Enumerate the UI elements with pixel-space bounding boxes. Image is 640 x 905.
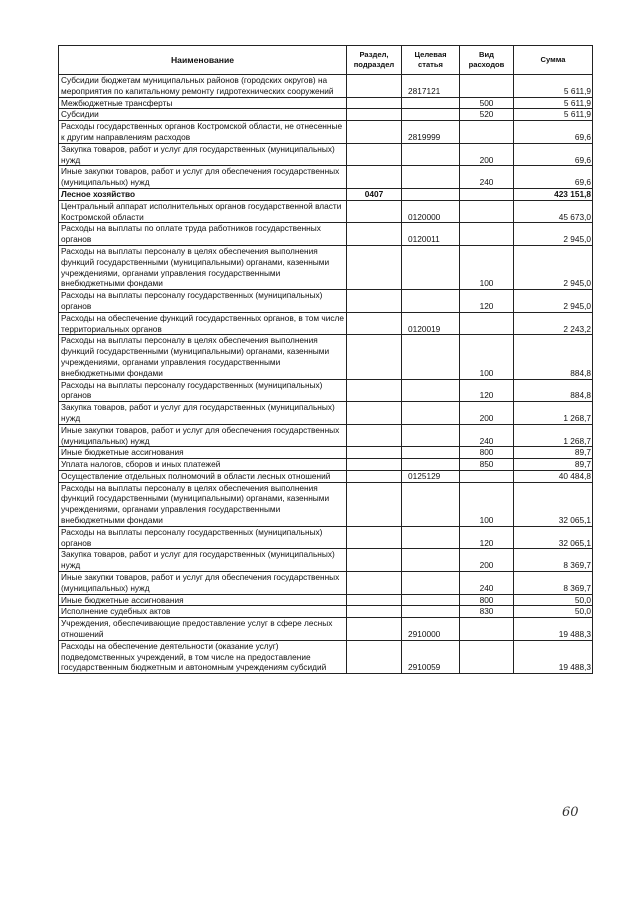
cell-sum: 5 611,9 [514, 109, 593, 121]
header-article: Целевая статья [402, 46, 460, 75]
cell-name: Закупка товаров, работ и услуг для государственных (муниципальных) нужд [59, 143, 347, 166]
table-row [59, 223, 593, 246]
cell-name: Центральный аппарат исполнительных органов государственной власти Костромской области [59, 200, 347, 223]
cell-sum: 32 065,1 [514, 526, 593, 549]
cell-name: Исполнение судебных актов [59, 606, 347, 618]
cell-sum: 8 369,7 [514, 572, 593, 595]
cell-type: 240 [460, 424, 514, 447]
cell-sum: 423 151,8 [514, 188, 593, 200]
cell-sum: 884,8 [514, 379, 593, 402]
table-row [59, 402, 593, 425]
cell-sum: 40 484,8 [514, 470, 593, 482]
table-row [59, 188, 593, 200]
cell-article: 0120019 [402, 312, 460, 335]
cell-type [460, 200, 514, 223]
cell-article: 2817121 [402, 75, 460, 98]
cell-section [347, 459, 402, 471]
cell-type: 100 [460, 482, 514, 526]
cell-article [402, 402, 460, 425]
cell-sum: 2 945,0 [514, 290, 593, 313]
cell-name: Закупка товаров, работ и услуг для государственных (муниципальных) нужд [59, 402, 347, 425]
cell-name: Лесное хозяйство [59, 188, 347, 200]
cell-name: Расходы на выплаты по оплате труда работников государственных органов [59, 223, 347, 246]
header-name: Наименование [59, 46, 347, 75]
cell-type: 120 [460, 526, 514, 549]
cell-name: Закупка товаров, работ и услуг для государственных (муниципальных) нужд [59, 549, 347, 572]
cell-sum: 89,7 [514, 459, 593, 471]
table-row [59, 312, 593, 335]
cell-section: 0407 [347, 188, 402, 200]
cell-name: Расходы на выплаты персоналу государственных (муниципальных) органов [59, 290, 347, 313]
cell-article [402, 482, 460, 526]
table-row [59, 109, 593, 121]
cell-sum: 19 488,3 [514, 618, 593, 641]
cell-article: 2910000 [402, 618, 460, 641]
cell-sum: 50,0 [514, 606, 593, 618]
cell-article [402, 109, 460, 121]
budget-table [58, 45, 593, 674]
cell-name: Иные бюджетные ассигнования [59, 447, 347, 459]
cell-article [402, 143, 460, 166]
table-row [59, 459, 593, 471]
cell-type: 850 [460, 459, 514, 471]
cell-section [347, 424, 402, 447]
cell-article [402, 606, 460, 618]
cell-name: Субсидии [59, 109, 347, 121]
cell-section [347, 482, 402, 526]
cell-article [402, 447, 460, 459]
cell-name: Расходы на выплаты персоналу в целях обеспечения выполнения функций государственными (муниципальными) органами, казенными учреждениями, органами управления государственными внебюджетными фондами [59, 245, 347, 289]
cell-name: Иные закупки товаров, работ и услуг для обеспечения государственных (муниципальных) нужд [59, 424, 347, 447]
cell-sum: 5 611,9 [514, 75, 593, 98]
header-type: Вид расходов [460, 46, 514, 75]
cell-sum: 19 488,3 [514, 640, 593, 673]
table-row [59, 245, 593, 289]
cell-section [347, 97, 402, 109]
cell-sum: 45 673,0 [514, 200, 593, 223]
cell-name: Расходы на выплаты персоналу государственных (муниципальных) органов [59, 526, 347, 549]
table-row [59, 594, 593, 606]
cell-section [347, 618, 402, 641]
cell-article [402, 335, 460, 379]
cell-type: 100 [460, 245, 514, 289]
header-row [59, 46, 593, 75]
table-row [59, 121, 593, 144]
cell-type: 200 [460, 143, 514, 166]
cell-section [347, 379, 402, 402]
cell-name: Расходы на выплаты персоналу государственных (муниципальных) органов [59, 379, 347, 402]
cell-type [460, 121, 514, 144]
cell-name: Иные бюджетные ассигнования [59, 594, 347, 606]
cell-type: 830 [460, 606, 514, 618]
cell-name: Расходы на выплаты персоналу в целях обеспечения выполнения функций государственными (муниципальными) органами, казенными учреждениями, органами управления государственными внебюджетными фондами [59, 335, 347, 379]
cell-sum: 2 945,0 [514, 223, 593, 246]
table-row [59, 572, 593, 595]
cell-sum: 1 268,7 [514, 402, 593, 425]
cell-article: 2819999 [402, 121, 460, 144]
cell-section [347, 143, 402, 166]
cell-name: Осуществление отдельных полномочий в области лесных отношений [59, 470, 347, 482]
table-row [59, 618, 593, 641]
cell-article: 0120011 [402, 223, 460, 246]
cell-type: 240 [460, 572, 514, 595]
cell-section [347, 75, 402, 98]
cell-sum: 69,6 [514, 166, 593, 189]
cell-section [347, 200, 402, 223]
cell-type: 240 [460, 166, 514, 189]
cell-section [347, 166, 402, 189]
cell-section [347, 549, 402, 572]
cell-article: 0125129 [402, 470, 460, 482]
table-row [59, 447, 593, 459]
table-row [59, 549, 593, 572]
cell-sum: 2 945,0 [514, 245, 593, 289]
header-section: Раздел, подраздел [347, 46, 402, 75]
cell-article [402, 459, 460, 471]
cell-article: 2910059 [402, 640, 460, 673]
cell-article [402, 549, 460, 572]
cell-type: 200 [460, 549, 514, 572]
cell-section [347, 526, 402, 549]
cell-sum: 69,6 [514, 143, 593, 166]
cell-type: 120 [460, 379, 514, 402]
table-row [59, 482, 593, 526]
cell-article [402, 166, 460, 189]
cell-section [347, 223, 402, 246]
cell-section [347, 470, 402, 482]
table-row [59, 335, 593, 379]
cell-type [460, 618, 514, 641]
cell-article [402, 245, 460, 289]
cell-sum: 884,8 [514, 335, 593, 379]
cell-article [402, 188, 460, 200]
cell-sum: 8 369,7 [514, 549, 593, 572]
cell-sum: 5 611,9 [514, 97, 593, 109]
cell-name: Иные закупки товаров, работ и услуг для обеспечения государственных (муниципальных) нужд [59, 572, 347, 595]
cell-name: Расходы на выплаты персоналу в целях обеспечения выполнения функций государственными (муниципальными) органами, казенными учреждениями, органами управления государственными внебюджетными фондами [59, 482, 347, 526]
cell-article [402, 526, 460, 549]
cell-name: Межбюджетные трансферты [59, 97, 347, 109]
cell-article [402, 572, 460, 595]
cell-sum: 89,7 [514, 447, 593, 459]
table-row [59, 379, 593, 402]
cell-article [402, 379, 460, 402]
cell-type: 520 [460, 109, 514, 121]
cell-section [347, 312, 402, 335]
cell-article [402, 424, 460, 447]
cell-section [347, 606, 402, 618]
table-row [59, 470, 593, 482]
header-sum: Сумма [514, 46, 593, 75]
cell-article: 0120000 [402, 200, 460, 223]
cell-type [460, 223, 514, 246]
cell-section [347, 640, 402, 673]
table-row [59, 526, 593, 549]
cell-article [402, 97, 460, 109]
table-row [59, 424, 593, 447]
table-row [59, 606, 593, 618]
cell-type: 100 [460, 335, 514, 379]
cell-type [460, 640, 514, 673]
cell-section [347, 121, 402, 144]
cell-section [347, 335, 402, 379]
table-row [59, 75, 593, 98]
page-number: 60 [562, 805, 579, 820]
table-row [59, 640, 593, 673]
cell-type: 800 [460, 594, 514, 606]
cell-section [347, 594, 402, 606]
cell-sum: 2 243,2 [514, 312, 593, 335]
table-row [59, 97, 593, 109]
cell-type [460, 188, 514, 200]
table-row [59, 166, 593, 189]
cell-section [347, 402, 402, 425]
cell-type: 800 [460, 447, 514, 459]
cell-section [347, 447, 402, 459]
cell-sum: 1 268,7 [514, 424, 593, 447]
table-row [59, 200, 593, 223]
table-row [59, 143, 593, 166]
cell-type [460, 75, 514, 98]
cell-name: Уплата налогов, сборов и иных платежей [59, 459, 347, 471]
cell-type: 120 [460, 290, 514, 313]
cell-section [347, 109, 402, 121]
cell-name: Расходы государственных органов Костромской области, не отнесенные к другим направлениям расходов [59, 121, 347, 144]
cell-type [460, 312, 514, 335]
cell-name: Иные закупки товаров, работ и услуг для обеспечения государственных (муниципальных) нужд [59, 166, 347, 189]
cell-name: Учреждения, обеспечивающие предоставление услуг в сфере лесных отношений [59, 618, 347, 641]
cell-name: Расходы на обеспечение деятельности (оказание услуг) подведомственных учреждений, в том числе на предоставление государственным бюджетным и автономным учреждениям субсидий [59, 640, 347, 673]
cell-section [347, 572, 402, 595]
cell-article [402, 594, 460, 606]
cell-type: 500 [460, 97, 514, 109]
cell-section [347, 245, 402, 289]
cell-sum: 50,0 [514, 594, 593, 606]
cell-name: Субсидии бюджетам муниципальных районов (городских округов) на мероприятия по капитальному ремонту гидротехнических сооружений [59, 75, 347, 98]
cell-sum: 69,6 [514, 121, 593, 144]
cell-article [402, 290, 460, 313]
cell-type [460, 470, 514, 482]
cell-section [347, 290, 402, 313]
cell-type: 200 [460, 402, 514, 425]
cell-name: Расходы на обеспечение функций государственных органов, в том числе территориальных органов [59, 312, 347, 335]
table-row [59, 290, 593, 313]
cell-sum: 32 065,1 [514, 482, 593, 526]
